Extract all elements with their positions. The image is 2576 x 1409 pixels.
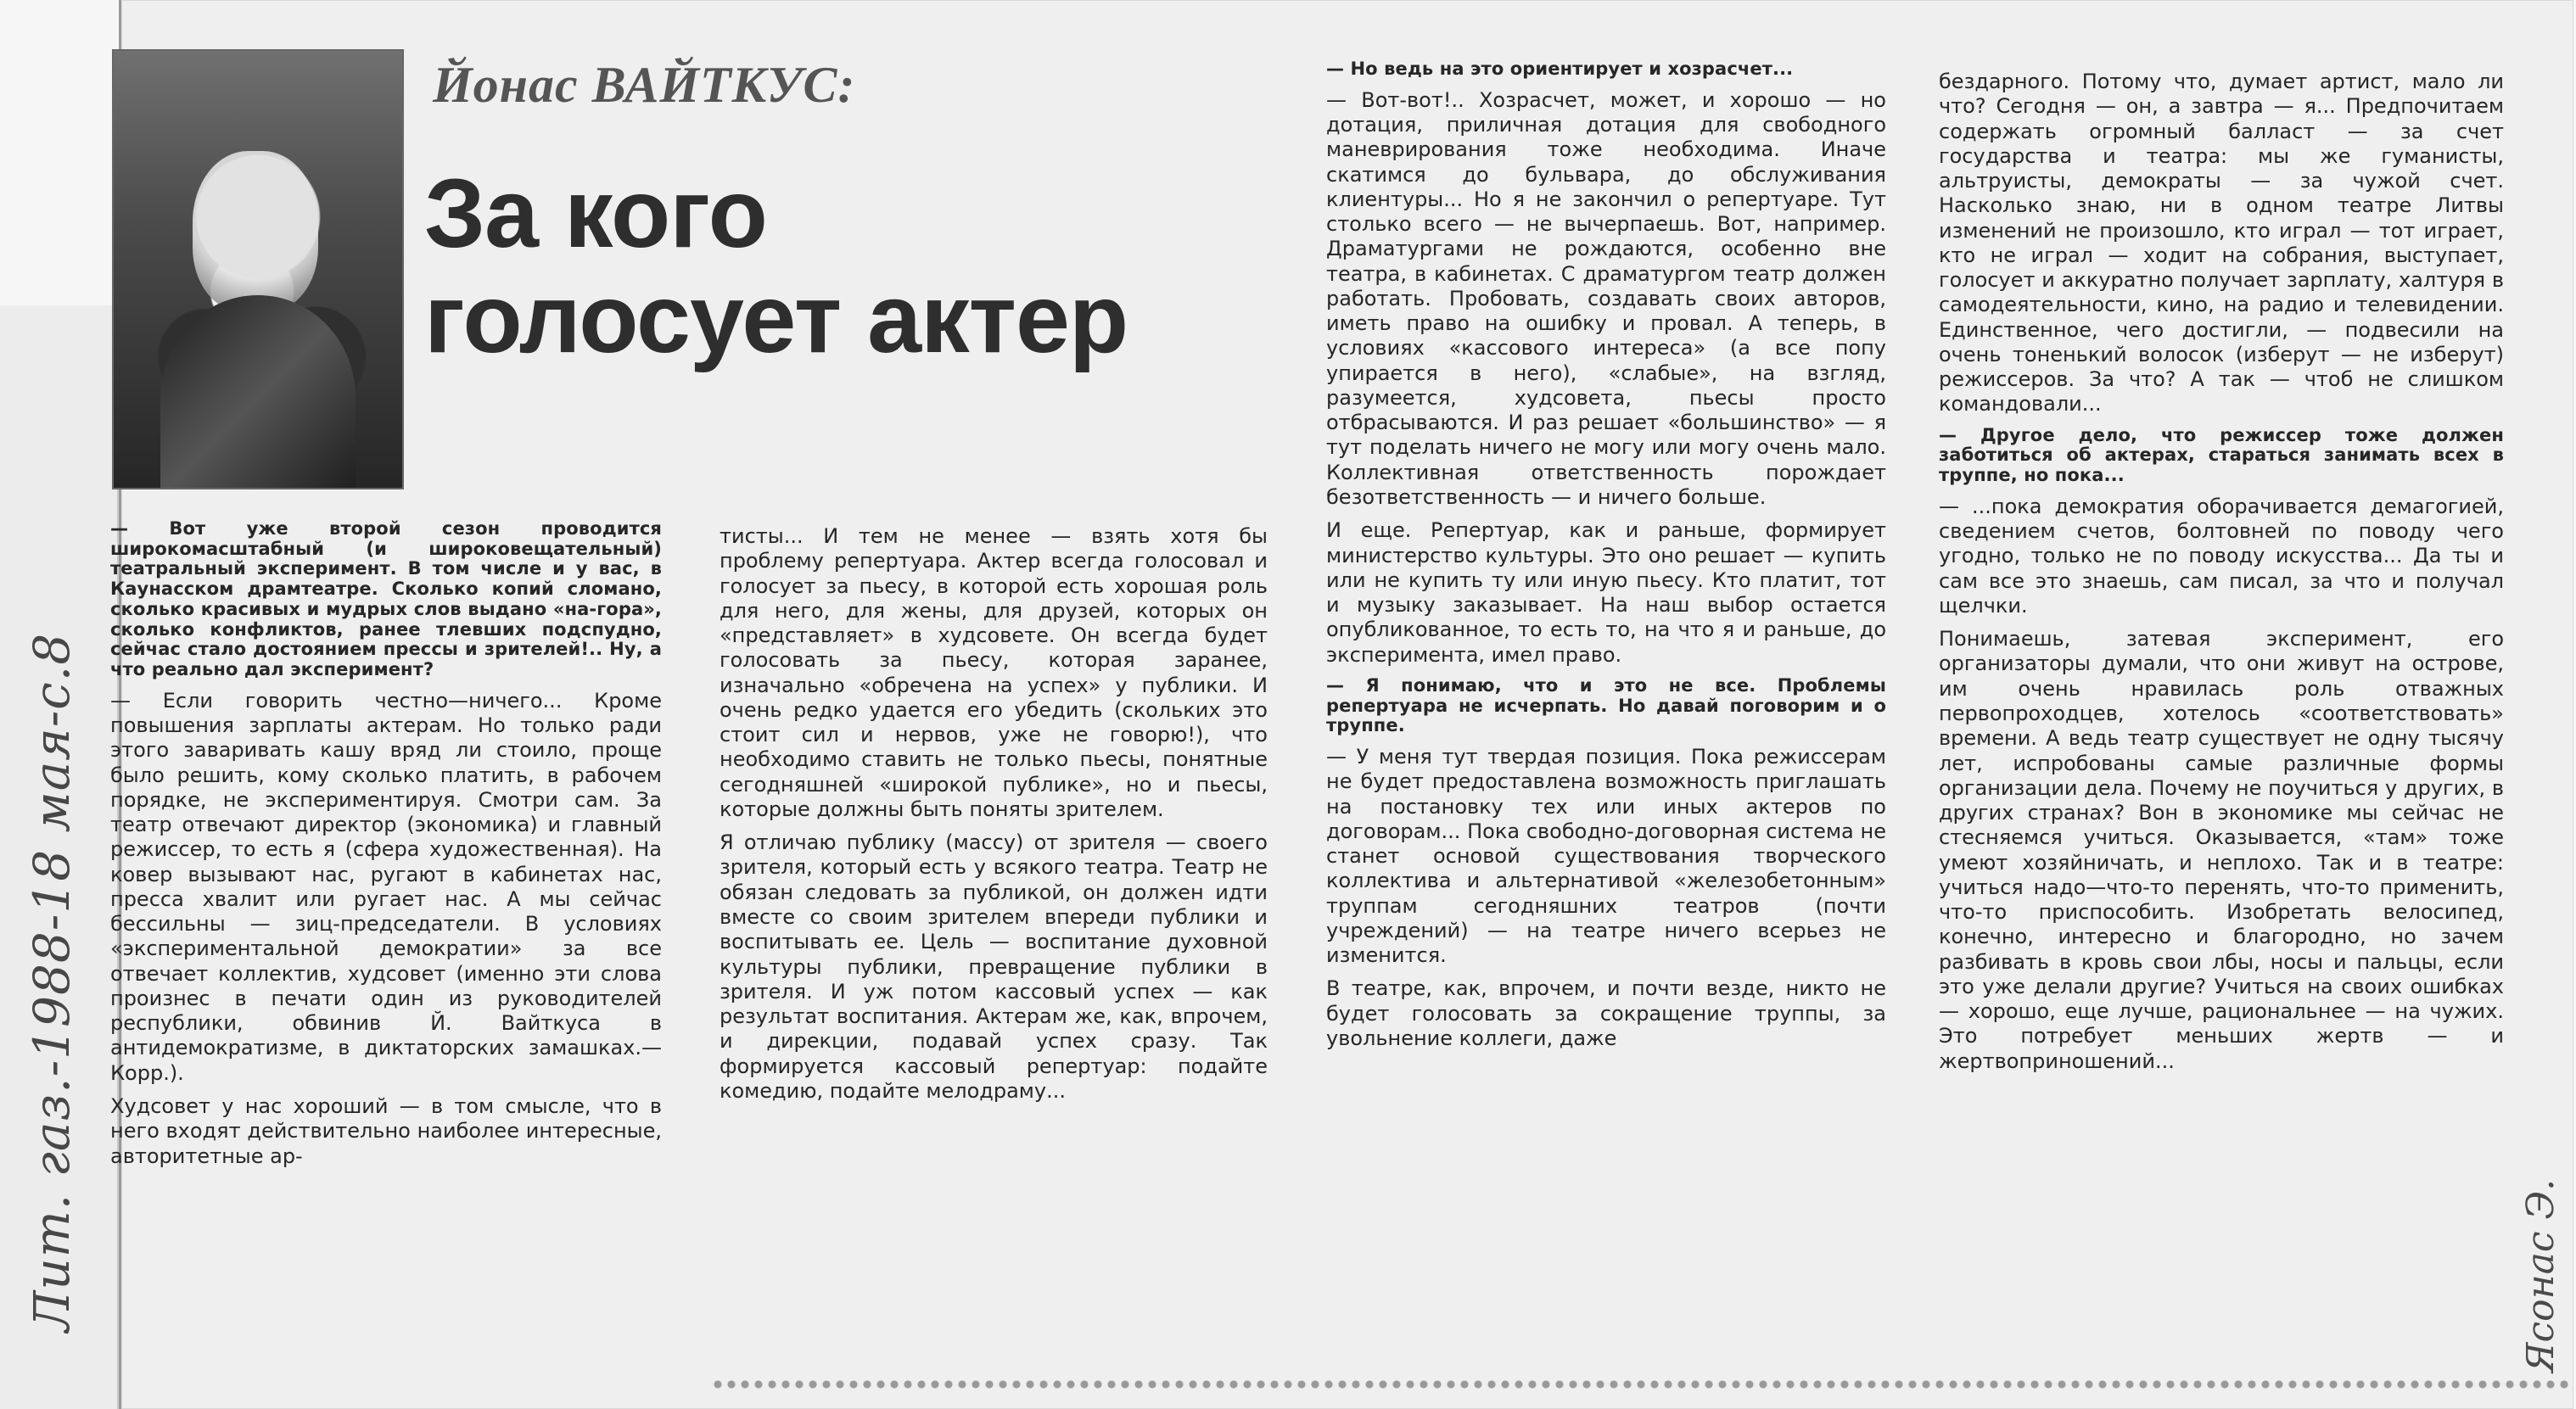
answer-3: — У меня тут твердая позиция. Пока режиссерам не будет предоставлена возможность приглашать на постановку тех или иных актеров по договорам... Пока свободно-договорная система не станет основой существования творческого коллектива и альтернативой «железобетонным» труппам сегодняшних театров (почти учреждений) — на театре ничего всерьез не изменится. — [1326, 744, 1886, 968]
answer-1-continued: Худсовет у нас хороший — в том смысле, что в него входят действительно наиболее интересные, авторитетные ар- — [110, 1094, 662, 1168]
answer-2-continued: И еще. Репертуар, как и раньше, формирует министерство культуры. Это оно решает — купить или не купить ту или иную пьесу. Кто платит, тот и музыку заказывает. На наш выбор остается опубликованное, то есть то, на что я и раньше, до эксперимента, имел право. — [1326, 518, 1886, 667]
article-title: За кого голосует актер — [424, 159, 1128, 374]
author-photo — [112, 49, 404, 489]
answer-1: — Если говорить честно—ничего... Кроме повышения зарплаты актерам. Но только ради этого заваривать кашу вряд ли стоило, проще было решить, кому сколько платить, в рабочем порядке, не экспериментируя. Смотри сам. За театр отвечают директор (экономика) и главный режиссер, то есть я (сфера художественная). На ковер вызывают нас, ругают в кабинетах нас, пресса хвалит или ругает нас. А мы сейчас бессильны — зиц-председатели. В условиях «экспериментальной демократии» за все отвечает коллектив, худсовет (именно эти слова произнес в печати один из руководителей республики, обвинив Й. Вайткуса в антидемократизме, в диктаторских замашках.— Корр.). — [110, 688, 662, 1085]
column-1 — [110, 519, 662, 1367]
question-4: — Другое дело, что режиссер тоже должен заботиться об актерах, стараться занимать всех в труппе, но пока... — [1939, 424, 2504, 486]
question-2: — Но ведь на это ориентирует и хозрасчет... — [1326, 59, 1794, 79]
answer-4: — ...пока демократия оборачивается демагогией, сведением счетов, болтовней по поводу чего угодно, только не по поводу искусства... Да ты и сам все это знаешь, сам писал, за что и получал щелчки. — [1939, 494, 2504, 618]
column-4 — [1939, 70, 2504, 1376]
answer-4-continued: Понимаешь, затевая эксперимент, его организаторы думали, что они живут на острове, им очень нравилась роль отважных первопроходцев, хотелось «соответствовать» времени. А ведь театр существует не одну тысячу лет, испробованы самые различные формы организации дела. Почему не поучиться у других, в других странах? Вон в экономике мы сейчас не стесняемся учиться. Оказывается, «там» тоже умеют хозяйничать, и неплохо. Так и в театре: учиться надо—что-то перенять, что-то применить, что-то приспособить. Изобретать велосипед, конечно, интересно и благородно, но зачем разбивать в кровь свои лбы, носы и пальцы, если это уже делали другие? Учиться на своих ошибках — хорошо, еще лучше, рациональнее — на чужих. Это потребует меньших жертв — и жертвоприношений... — [1939, 627, 2504, 1073]
decorative-dotted-rule — [711, 1378, 2569, 1390]
column-2-paragraph-1: тисты... И тем не менее — взять хотя бы проблему репертуара. Актер всегда голосовал и голосует за пьесу, в которой есть хорошая роль для него, для жены, для друзей, которых он «представляет» в худсовете. Он всегда будет голосовать за пьесу, которая заранее, изначально «обречена на успех» у публики. И очень редко удается его убедить (скольких это стоит сил и нервов, уже не говорю!), что необходимо ставить не только пьесы, понятные сегодняшней «широкой публике», но и пьесы, которые должны быть поняты зрителем. — [720, 524, 1268, 821]
column-2-paragraph-2: Я отличаю публику (массу) от зрителя — своего зрителя, который есть у всякого театра. Театр не обязан следовать за публикой, он должен идти вместе со своим зрителем впереди публики и воспитывать ее. Цель — воспитание духовной культуры публики, превращение публики в зрителя. И уж потом кассовый успех — как результат воспитания. Актерам же, как, впрочем, и дирекции, подавай успех сразу. Так формируется кассовый репертуар: подайте комедию, подайте мелодраму... — [720, 830, 1268, 1103]
answer-2: — Вот-вот!.. Хозрасчет, может, и хорошо — но дотация, приличная дотация для свободного маневрирования тоже необходима. Иначе скатимся до бульвара, до обслуживания клиентуры... Но я не закончил о репертуаре. Тут столько всего — не вычерпаешь. Вот, например. Драматургами не рождаются, особенно вне театра, в кабинетах. С драматургом театр должен работать. Пробовать, создавать своих авторов, иметь право на ошибку и провал. А теперь, в условиях «кассового интереса» (а все попу упирается в него), «слабые», на взгляд, разумеется, худсовета, пьесы просто отбрасываются. И раз решает «большинство» — я тут поделать ничего не могу или могу очень мало. Коллективная ответственность порождает безответственность — и ничего больше. — [1326, 87, 1886, 509]
handwritten-signature: Ясонас Э. — [2519, 1178, 2562, 1373]
column-2 — [720, 524, 1268, 1360]
column-4-paragraph-1: бездарного. Потому что, думает артист, мало ли что? Сегодня — он, а завтра — я... Предпочитаем содержать огромный балласт — за счет государства и театра: мы же гуманисты, альтруисты, демократы — за чужой счет. Насколько знаю, ни в одном театре Литвы изменений не произошло, кто играл — тот играет, кто не играл — ходит на собрания, выступает, голосует и аккуратно получает зарплату, халтуря в самодеятельности, кино, на радио и телевидении. Единственное, чего достигли, — подвесили на очень тоненький волосок (изберут — не изберут) режиссеров. За что? А так — чтоб не слишком командовали... — [1939, 70, 2504, 417]
author-name: Йонас ВАЙТКУС: — [433, 57, 856, 113]
answer-3-continued: В театре, как, впрочем, и почти везде, никто не будет голосовать за сокращение труппы, за увольнение коллеги, даже — [1326, 976, 1886, 1050]
handwritten-source-note: Лит. газ.-1988-18 мая-с.8 — [23, 632, 81, 1332]
column-3 — [1326, 59, 1886, 1378]
question-3: — Я понимаю, что и это не все. Проблемы репертуара не исчерпать. Но давай поговорим и о труппе. — [1326, 674, 1886, 736]
question-1: — Вот уже второй сезон проводится широкомасштабный (и широковещательный) театральный эксперимент. В том числе и у вас, в Каунасском драмтеатре. Сколько копий сломано, сколько красивых и мудрых слов выдано «на-гора», сколько конфликтов, ранее тлевших подспудно, сейчас стало достоянием прессы и зрителей!.. Ну, а что реально дал эксперимент? — [110, 519, 662, 680]
